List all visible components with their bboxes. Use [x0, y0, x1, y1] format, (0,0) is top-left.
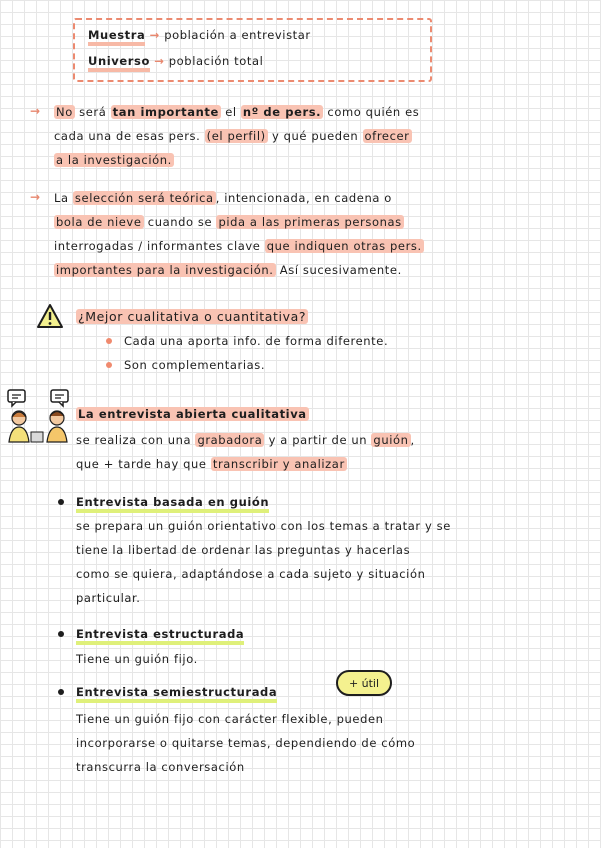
arrow-icon: →: [154, 54, 165, 68]
point2-line2: [54, 213, 404, 231]
universo-definition: población total: [168, 54, 264, 68]
question-title: [76, 308, 308, 326]
text: cuando se: [143, 215, 217, 229]
muestra-term: Muestra: [88, 28, 145, 46]
type2-title: [76, 625, 244, 643]
muestra-definition: población a entrevistar: [164, 28, 311, 42]
text: se realiza con una: [76, 433, 196, 447]
text-highlight: grabadora: [197, 433, 263, 447]
interview-line1: [76, 431, 415, 449]
text-no: No: [56, 105, 73, 119]
text-highlight: importantes para la investigación.: [56, 263, 274, 277]
text: y a partir de un: [264, 433, 372, 447]
interview-line2: [76, 455, 347, 473]
universo-term: Universo: [88, 54, 150, 72]
point1-line3: [54, 151, 174, 169]
type1-line2: tiene la libertad de ordenar las preguntas y hacerlas: [76, 543, 411, 557]
plus-useful-badge: + útil: [336, 670, 392, 696]
question-item-2: Son complementarias.: [124, 358, 266, 372]
type2-title-text: Entrevista estructurada: [76, 627, 244, 645]
text-highlight: selección será teórica: [74, 191, 214, 205]
text: , intencionada, en cadena o: [215, 191, 392, 205]
point1-line2: [54, 127, 412, 145]
type3-line1: Tiene un guión fijo con carácter flexible, pueden: [76, 712, 384, 726]
bullet-dot-icon: [58, 499, 64, 505]
text: como quién es: [323, 105, 420, 119]
point2-line3: [54, 237, 424, 255]
type3-title-text: Entrevista semiestructurada: [76, 685, 277, 703]
bullet-dot-icon: [106, 338, 112, 344]
type1-line4: particular.: [76, 591, 141, 605]
interview-title: [76, 405, 309, 423]
text: La: [54, 191, 73, 205]
bullet-dot-icon: [58, 689, 64, 695]
question-text: ¿Mejor cualitativa o cuantitativa?: [78, 309, 307, 324]
bullet-dot-icon: [58, 631, 64, 637]
people-talking-icon: [5, 388, 73, 446]
type1-line3: como se quiera, adaptándose a cada sujeto y situación: [76, 567, 426, 581]
text-highlight: transcribir y analizar: [212, 457, 345, 471]
text: interrogadas / informantes clave: [54, 239, 265, 253]
universo-line: [88, 52, 263, 70]
text-highlight: a la investigación.: [56, 153, 172, 167]
text-highlight: guión: [373, 433, 409, 447]
text: Así sucesivamente.: [275, 263, 402, 277]
type2-line1: Tiene un guión fijo.: [76, 652, 198, 666]
type3-line3: transcurra la conversación: [76, 760, 245, 774]
text: cada una de esas pers.: [54, 129, 205, 143]
interview-title-text: La entrevista abierta cualitativa: [78, 407, 307, 421]
text-highlight: (el perfil): [206, 129, 266, 143]
bullet-dot-icon: [106, 362, 112, 368]
type1-title: [76, 493, 269, 511]
bullet-arrow-icon: →: [30, 190, 41, 204]
text-highlight: que indiquen otras pers.: [266, 239, 422, 253]
arrow-icon: →: [149, 28, 160, 42]
text: que + tarde hay que: [76, 457, 211, 471]
type1-line1: se prepara un guión orientativo con los temas a tratar y se: [76, 519, 451, 533]
text-highlight: ofrecer: [364, 129, 410, 143]
text-highlight: bola de nieve: [56, 215, 142, 229]
text-highlight: tan importante: [112, 105, 219, 119]
bullet-arrow-icon: →: [30, 104, 41, 118]
point2-line4: [54, 261, 402, 279]
text-highlight: pida a las primeras personas: [218, 215, 402, 229]
type3-title: [76, 683, 277, 701]
text: ,: [410, 433, 415, 447]
muestra-line: [88, 26, 311, 44]
type1-title-text: Entrevista basada en guión: [76, 495, 269, 513]
type3-line2: incorporarse o quitarse temas, dependiendo de cómo: [76, 736, 416, 750]
text: y qué pueden: [267, 129, 363, 143]
warning-icon: [36, 303, 64, 329]
question-item-1: Cada una aporta info. de forma diferente.: [124, 334, 389, 348]
text: el: [220, 105, 241, 119]
text-highlight: nº de pers.: [242, 105, 322, 119]
point1-line1: [54, 103, 419, 121]
point2-line1: [54, 189, 392, 207]
text: será: [74, 105, 111, 119]
